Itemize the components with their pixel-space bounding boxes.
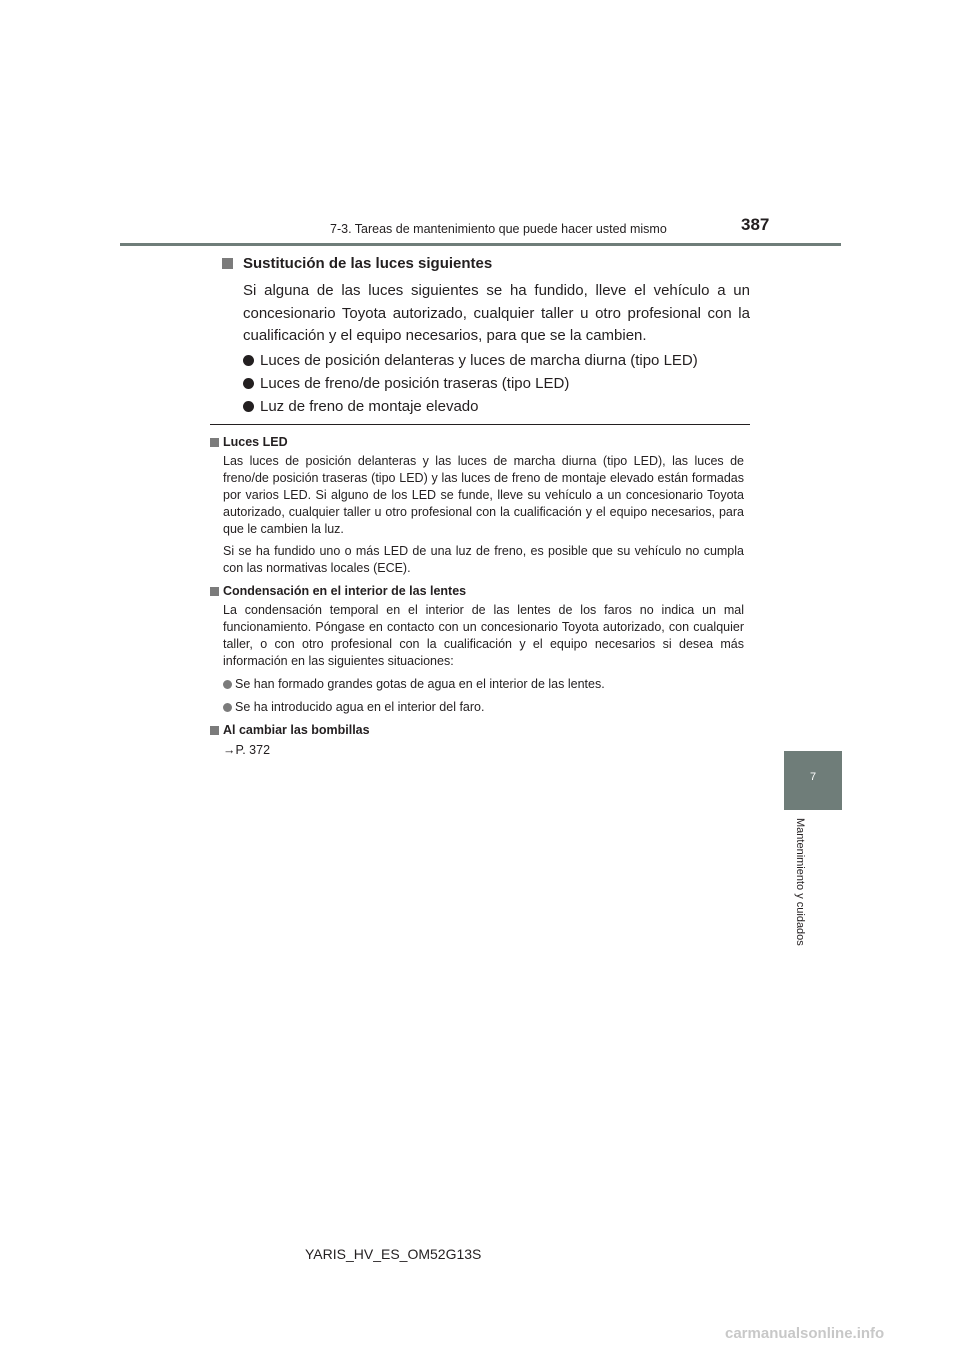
note-paragraph: La condensación temporal en el interior de las lentes de los faros no indica un mal funcionamiento. Póngase en contacto con un concesionario Toyota autorizado, con cualquier taller, o con otro profesional con la cualificación y el equipo necesarios si desea más información en las siguientes situaciones: [223, 603, 744, 668]
list-item [243, 396, 750, 419]
main-section [222, 253, 750, 418]
note-heading-text: Al cambiar las bombillas [223, 723, 370, 737]
notes-divider [210, 424, 750, 425]
chapter-label: Mantenimiento y cuidados [794, 818, 806, 946]
chapter-number: 7 [809, 771, 817, 783]
list-item [243, 373, 750, 396]
round-bullet-icon [223, 680, 232, 689]
note-heading-bulbs [210, 722, 744, 739]
list-item-text: Luces de posición delanteras y luces de marcha diurna (tipo LED) [260, 351, 698, 369]
square-bullet-icon [210, 587, 219, 596]
notes-section [210, 434, 744, 759]
note-paragraph: Si se ha fundido uno o más LED de una luz de freno, es posible que su vehículo no cumpla con las normativas locales (ECE). [223, 544, 744, 575]
list-item-text: Se han formado grandes gotas de agua en el interior de las lentes. [235, 677, 605, 691]
list-item-text: Se ha introducido agua en el interior del faro. [235, 700, 485, 714]
watermark: carmanualsonline.info [725, 1325, 885, 1342]
round-bullet-icon [223, 703, 232, 712]
footer-doc-code: YARIS_HV_ES_OM52G13S [305, 1246, 482, 1262]
section-heading [222, 253, 750, 275]
square-bullet-icon [210, 438, 219, 447]
page-number: 387 [741, 215, 770, 234]
page-reference-link[interactable]: →P. 372 [223, 743, 271, 757]
header-rule [120, 243, 841, 246]
square-bullet-icon [222, 258, 233, 269]
list-item-text: Luces de freno/de posición traseras (tipo LED) [260, 374, 570, 392]
section-heading-text: Sustitución de las luces siguientes [243, 255, 493, 272]
list-item [243, 350, 750, 373]
list-item [223, 676, 744, 693]
square-bullet-icon [210, 726, 219, 735]
round-bullet-icon [243, 401, 254, 412]
chapter-tab [784, 751, 842, 810]
section-paragraph: Si alguna de las luces siguientes se ha fundido, lleve el vehículo a un concesionario Toyota autorizado, cualquier taller u otro profesional con la cualificación y el equipo necesarios, para que se la cambien. [243, 282, 750, 344]
round-bullet-icon [243, 355, 254, 366]
note-heading-text: Luces LED [223, 435, 288, 449]
list-item-text: Luz de freno de montaje elevado [260, 397, 479, 415]
note-heading-condensation [210, 583, 744, 600]
list-item [223, 699, 744, 716]
note-heading-led [210, 434, 744, 451]
note-heading-text: Condensación en el interior de las lentes [223, 584, 467, 598]
note-paragraph: Las luces de posición delanteras y las luces de marcha diurna (tipo LED), las luces de freno/de posición traseras (tipo LED) y las luces de freno de montaje elevado están formadas por varios LED. Si alguno de los LED se funde, lleve su vehículo a un concesionario Toyota autorizado, cualquier taller u otro profesional con la cualificación y el equipo necesarios, para que le cambien la luz. [223, 454, 744, 536]
header-section-title: 7-3. Tareas de mantenimiento que puede hacer usted mismo [330, 222, 667, 236]
round-bullet-icon [243, 378, 254, 389]
